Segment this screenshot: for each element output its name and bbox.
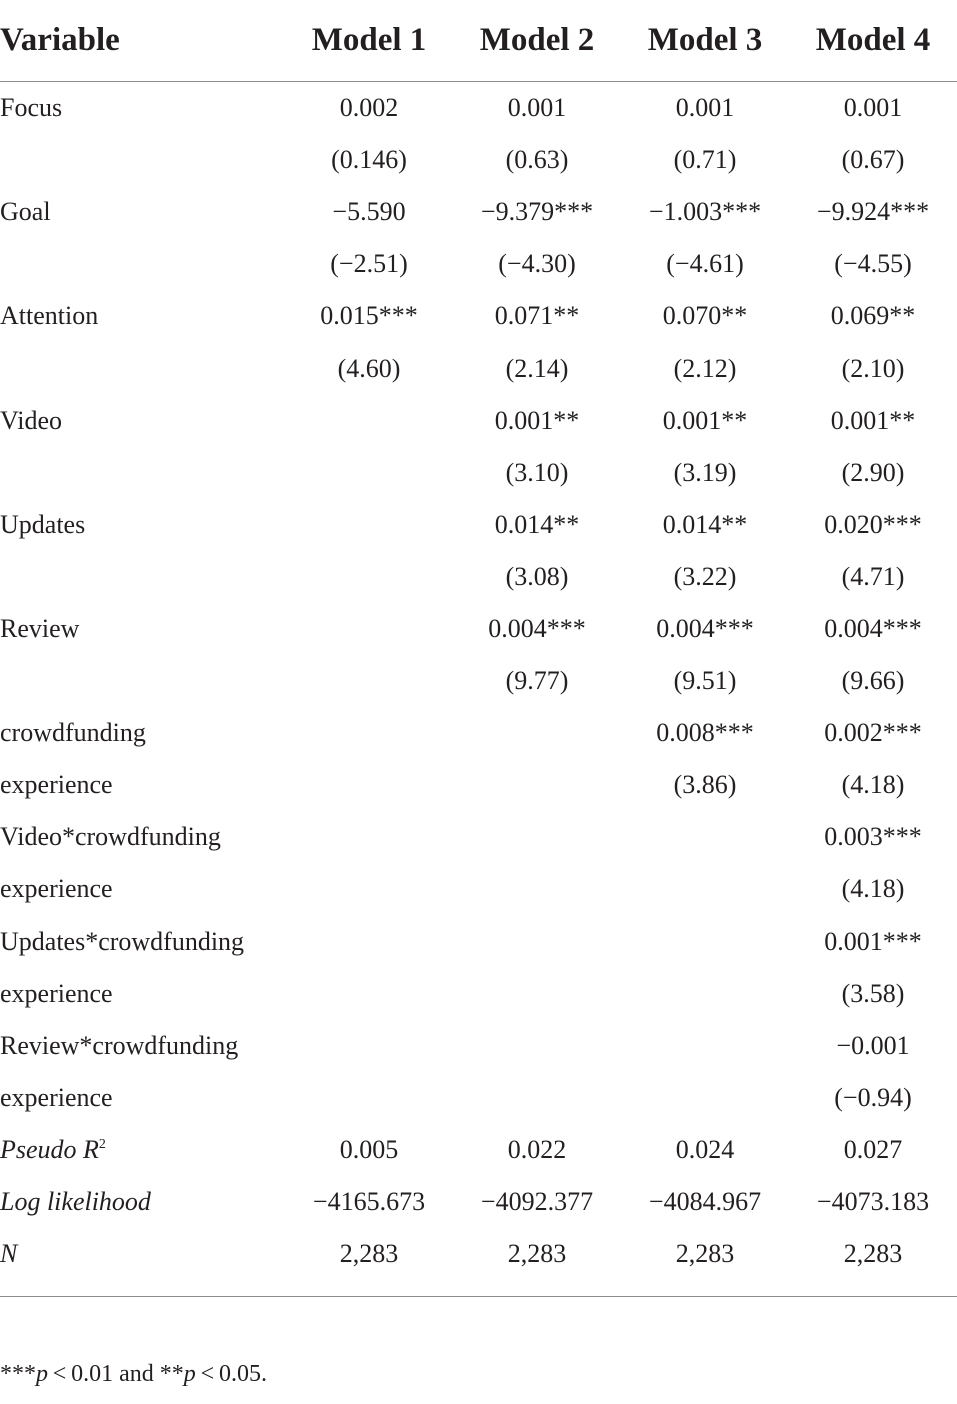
cell-model-1: −5.590 xyxy=(332,197,406,227)
cell-model-2 xyxy=(453,916,621,968)
cell-model-4: 0.001** xyxy=(830,405,916,435)
pseudo-r2-label-text: Pseudo R xyxy=(0,1134,99,1164)
cell-model-1: (4.60) xyxy=(337,353,401,383)
cell-model-1 xyxy=(285,499,453,551)
footnote-p-1: p xyxy=(36,1361,48,1387)
footnote-part-3: < 0.05. xyxy=(195,1361,267,1387)
cell-model-4: 0.020*** xyxy=(824,509,922,539)
log-likelihood-label: Log likelihood xyxy=(0,1187,151,1217)
cell-model-4: (2.90) xyxy=(841,457,905,487)
cell-model-3: 0.004*** xyxy=(656,613,754,643)
row-label: Review xyxy=(0,613,80,643)
row-label: Video xyxy=(0,405,62,435)
row-label xyxy=(0,238,285,290)
table-row xyxy=(0,395,957,447)
table-row xyxy=(0,863,957,915)
cell-model-1: (0.146) xyxy=(331,145,407,175)
cell-model-3: 0.014** xyxy=(662,509,748,539)
table-row xyxy=(0,238,957,290)
cell-model-3: (3.22) xyxy=(673,561,737,591)
table-row xyxy=(0,82,957,135)
n-label: N xyxy=(0,1228,285,1297)
cell-model-3: −4084.967 xyxy=(648,1187,762,1217)
cell-model-3: (3.86) xyxy=(673,770,737,800)
cell-model-2 xyxy=(453,759,621,811)
cell-model-4: 0.069** xyxy=(830,301,916,331)
table-row xyxy=(0,603,957,655)
cell-model-1: 0.005 xyxy=(339,1134,399,1164)
cell-model-2 xyxy=(453,863,621,915)
table-row xyxy=(0,290,957,342)
row-label xyxy=(0,134,285,186)
row-label: Video*crowdfunding xyxy=(0,822,221,852)
cell-model-2 xyxy=(453,968,621,1020)
cell-model-2 xyxy=(453,1020,621,1072)
cell-model-1: (−2.51) xyxy=(330,249,408,279)
cell-model-2: 0.014** xyxy=(494,509,580,539)
table-row xyxy=(0,655,957,707)
row-label: experience xyxy=(0,874,113,904)
cell-model-2: −4092.377 xyxy=(480,1187,594,1217)
cell-model-4: (−0.94) xyxy=(834,1082,912,1112)
cell-model-4: (0.67) xyxy=(841,145,905,175)
table-row xyxy=(0,447,957,499)
row-label: Focus xyxy=(0,93,63,123)
cell-model-1: −4165.673 xyxy=(312,1187,426,1217)
cell-model-3 xyxy=(621,811,789,863)
pseudo-r2-superscript: 2 xyxy=(98,1136,106,1152)
row-label: Attention xyxy=(0,301,99,331)
header-model-2: Model 2 xyxy=(453,0,621,82)
cell-model-2: 0.022 xyxy=(507,1134,567,1164)
table-row xyxy=(0,759,957,811)
cell-model-2: 0.004*** xyxy=(488,613,586,643)
cell-model-4: (9.66) xyxy=(841,666,905,696)
cell-model-3 xyxy=(621,968,789,1020)
cell-model-3: 0.070** xyxy=(662,301,748,331)
cell-model-4: 0.003*** xyxy=(824,822,922,852)
cell-model-3: −1.003*** xyxy=(648,197,762,227)
row-label: Goal xyxy=(0,197,51,227)
cell-model-3: (2.12) xyxy=(673,353,737,383)
cell-model-3: 0.001** xyxy=(662,405,748,435)
cell-model-3 xyxy=(621,1072,789,1124)
cell-model-4: (3.58) xyxy=(841,978,905,1008)
cell-model-3: 0.008*** xyxy=(656,718,754,748)
cell-model-4: −0.001 xyxy=(836,1030,910,1060)
cell-model-3: 0.001 xyxy=(675,93,735,123)
footnote-p-2: p xyxy=(183,1361,196,1387)
cell-model-2 xyxy=(453,1072,621,1124)
cell-model-3: (−4.61) xyxy=(666,249,744,279)
cell-model-2 xyxy=(453,811,621,863)
footnote-part-1: *** xyxy=(0,1361,36,1387)
cell-model-2: 0.071** xyxy=(494,301,580,331)
table-row xyxy=(0,707,957,759)
header-model-1: Model 1 xyxy=(285,0,453,82)
pseudo-r2-row xyxy=(0,1124,957,1176)
cell-model-2: (9.77) xyxy=(505,666,569,696)
log-likelihood-row xyxy=(0,1176,957,1228)
table-row xyxy=(0,916,957,968)
table-row xyxy=(0,551,957,603)
n-row xyxy=(0,1228,957,1297)
cell-model-1 xyxy=(285,395,453,447)
cell-model-3 xyxy=(621,863,789,915)
pseudo-r2-label xyxy=(0,1124,285,1176)
cell-model-4: (4.18) xyxy=(841,874,905,904)
table-row xyxy=(0,342,957,394)
row-label: crowdfunding xyxy=(0,718,146,748)
table-row xyxy=(0,134,957,186)
cell-model-1 xyxy=(285,707,453,759)
cell-model-1 xyxy=(285,1020,453,1072)
cell-model-4: (4.71) xyxy=(841,561,905,591)
row-label: Review*crowdfunding xyxy=(0,1030,239,1060)
cell-model-2: (3.08) xyxy=(505,561,569,591)
cell-model-4: −4073.183 xyxy=(816,1187,930,1217)
cell-model-3: (9.51) xyxy=(673,666,737,696)
cell-model-4: 0.002*** xyxy=(824,718,922,748)
cell-model-2 xyxy=(453,707,621,759)
cell-model-3: 0.024 xyxy=(675,1134,735,1164)
cell-model-4: 0.001*** xyxy=(824,926,922,956)
cell-model-1 xyxy=(285,603,453,655)
table-row xyxy=(0,186,957,238)
row-label xyxy=(0,551,285,603)
cell-model-1 xyxy=(285,447,453,499)
cell-model-1 xyxy=(285,916,453,968)
cell-model-2: 0.001 xyxy=(507,93,567,123)
row-label: Updates xyxy=(0,509,86,539)
cell-model-1 xyxy=(285,655,453,707)
header-variable: Variable xyxy=(0,0,285,82)
cell-model-4: (−4.55) xyxy=(834,249,912,279)
header-model-3: Model 3 xyxy=(621,0,789,82)
cell-model-2: (0.63) xyxy=(505,145,569,175)
cell-model-4: (4.18) xyxy=(841,770,905,800)
cell-model-3 xyxy=(621,916,789,968)
cell-model-2: (−4.30) xyxy=(498,249,576,279)
cell-model-2: 2,283 xyxy=(453,1228,621,1297)
cell-model-4: (2.10) xyxy=(841,353,905,383)
cell-model-1: 0.015*** xyxy=(320,301,418,331)
cell-model-2: 0.001** xyxy=(494,405,580,435)
row-label xyxy=(0,655,285,707)
row-label: experience xyxy=(0,1082,113,1112)
cell-model-3: 2,283 xyxy=(621,1228,789,1297)
cell-model-4: 0.027 xyxy=(843,1134,903,1164)
cell-model-1 xyxy=(285,759,453,811)
cell-model-4: 0.004*** xyxy=(824,613,922,643)
cell-model-4: 0.001 xyxy=(843,93,903,123)
cell-model-1 xyxy=(285,968,453,1020)
cell-model-2: (3.10) xyxy=(505,457,569,487)
cell-model-1: 2,283 xyxy=(285,1228,453,1297)
cell-model-2: −9.379*** xyxy=(480,197,594,227)
cell-model-1 xyxy=(285,551,453,603)
table-row xyxy=(0,1072,957,1124)
cell-model-1 xyxy=(285,811,453,863)
cell-model-4: −9.924*** xyxy=(816,197,930,227)
table-row xyxy=(0,811,957,863)
header-row xyxy=(0,0,957,82)
row-label xyxy=(0,447,285,499)
row-label xyxy=(0,342,285,394)
cell-model-2: (2.14) xyxy=(505,353,569,383)
cell-model-1 xyxy=(285,863,453,915)
row-label: Updates*crowdfunding xyxy=(0,926,245,956)
cell-model-1 xyxy=(285,1072,453,1124)
table-footnote xyxy=(0,1358,267,1390)
cell-model-4: 2,283 xyxy=(789,1228,957,1297)
header-model-4: Model 4 xyxy=(789,0,957,82)
footnote-part-2: < 0.01 and ** xyxy=(48,1361,184,1387)
cell-model-3: (3.19) xyxy=(673,457,737,487)
table-row xyxy=(0,968,957,1020)
row-label: experience xyxy=(0,978,113,1008)
table-row xyxy=(0,1020,957,1072)
row-label: experience xyxy=(0,770,113,800)
table-row xyxy=(0,499,957,551)
cell-model-3 xyxy=(621,1020,789,1072)
cell-model-3: (0.71) xyxy=(673,145,737,175)
cell-model-1: 0.002 xyxy=(339,93,399,123)
